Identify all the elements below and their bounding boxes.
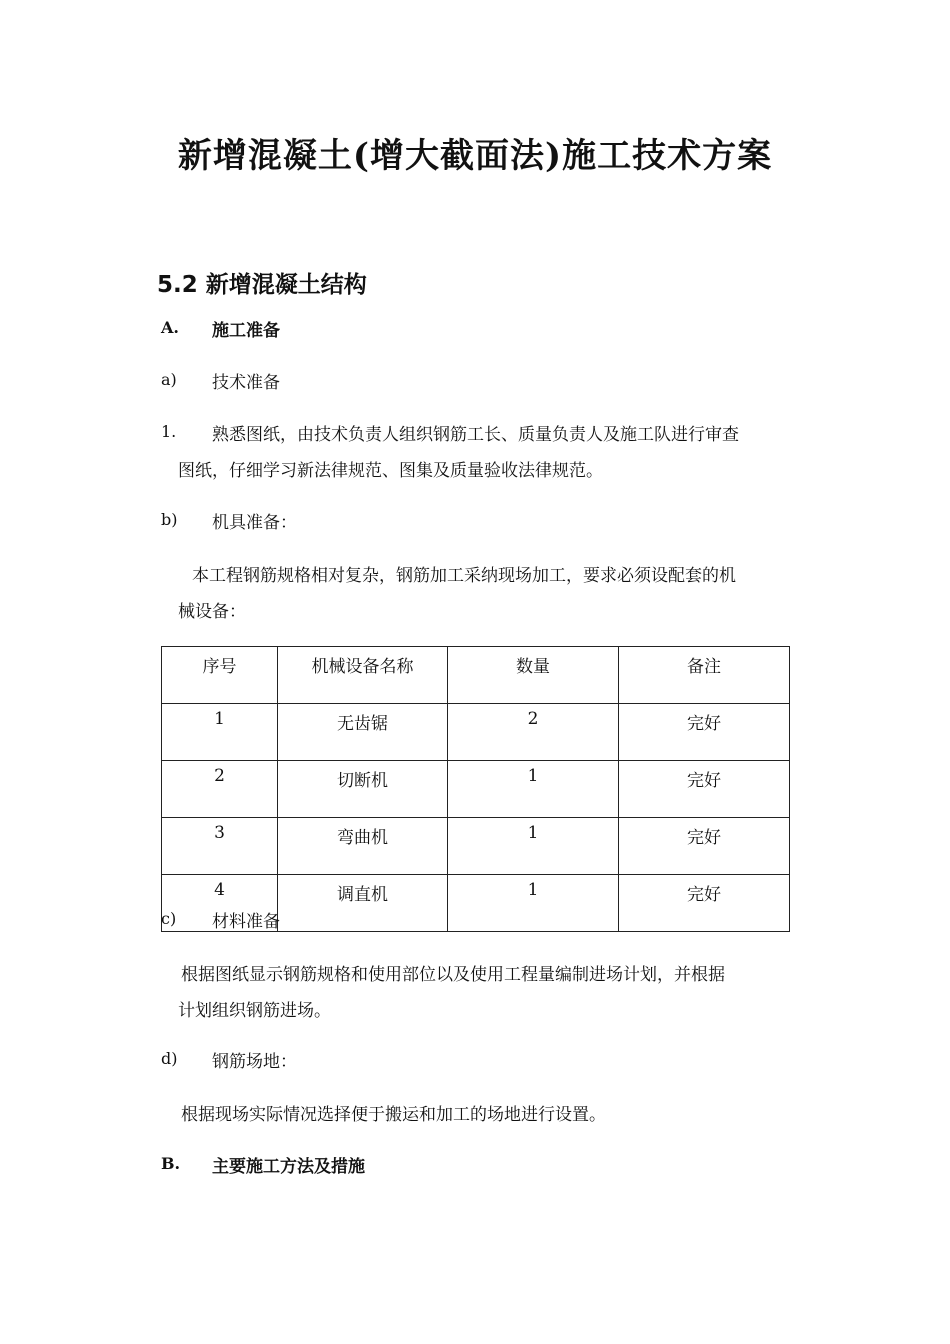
table-cell: 2	[162, 761, 278, 818]
table-cell: 2	[448, 704, 619, 761]
section-a-label: 施工准备	[212, 321, 280, 341]
subsection-b-label: 机具准备：	[212, 513, 297, 533]
header-cell: 数量	[448, 647, 619, 704]
paragraph-b-line-2: 械设备：	[178, 602, 246, 622]
item-1-line-1: 熟悉图纸，由技术负责人组织钢筋工长、质量负责人及施工队进行审查	[212, 425, 739, 445]
table-cell: 完好	[619, 875, 790, 932]
paragraph-b-line-1: 本工程钢筋规格相对复杂，钢筋加工采纳现场加工，要求必须设配套的机	[192, 566, 736, 586]
section-a-mark: A.	[161, 318, 179, 337]
table-cell: 完好	[619, 818, 790, 875]
subsection-c-label: 材料准备	[212, 912, 280, 932]
header-cell: 备注	[619, 647, 790, 704]
table-cell: 1	[162, 704, 278, 761]
table-cell: 完好	[619, 704, 790, 761]
table-cell: 1	[448, 875, 619, 932]
equipment-table	[161, 646, 790, 932]
table-cell: 调直机	[278, 875, 448, 932]
section-b-mark: B.	[161, 1154, 181, 1173]
paragraph-c-line-2: 计划组织钢筋进场。	[178, 1001, 331, 1021]
item-1-mark: 1.	[161, 422, 177, 441]
table-cell: 1	[448, 761, 619, 818]
table-cell: 3	[162, 818, 278, 875]
section-b-label: 主要施工方法及措施	[212, 1157, 365, 1177]
item-1-line-2: 图纸，仔细学习新法律规范、图集及质量验收法律规范。	[178, 461, 603, 481]
paragraph-c-line-1: 根据图纸显示钢筋规格和使用部位以及使用工程量编制进场计划，并根据	[181, 965, 725, 985]
subsection-b-mark: b)	[161, 510, 178, 529]
paragraph-d: 根据现场实际情况选择便于搬运和加工的场地进行设置。	[181, 1105, 606, 1125]
table-header-row	[162, 647, 790, 704]
header-cell: 机械设备名称	[278, 647, 448, 704]
table-cell: 1	[448, 818, 619, 875]
subsection-c-mark: c)	[161, 909, 177, 928]
table-row	[162, 818, 790, 875]
subsection-a-label: 技术准备	[212, 373, 280, 393]
table-row	[162, 761, 790, 818]
table-cell: 切断机	[278, 761, 448, 818]
subsection-d-label: 钢筋场地：	[212, 1052, 297, 1072]
table-cell: 完好	[619, 761, 790, 818]
table-cell: 无齿锯	[278, 704, 448, 761]
subsection-a-mark: a)	[161, 370, 177, 389]
table-cell: 4	[162, 875, 278, 932]
section-heading: 5.2 新增混凝土结构	[157, 272, 367, 298]
subsection-d-mark: d)	[161, 1049, 178, 1068]
table-cell: 弯曲机	[278, 818, 448, 875]
header-cell: 序号	[162, 647, 278, 704]
document-title: 新增混凝土(增大截面法)施工技术方案	[177, 136, 773, 176]
table-row	[162, 704, 790, 761]
